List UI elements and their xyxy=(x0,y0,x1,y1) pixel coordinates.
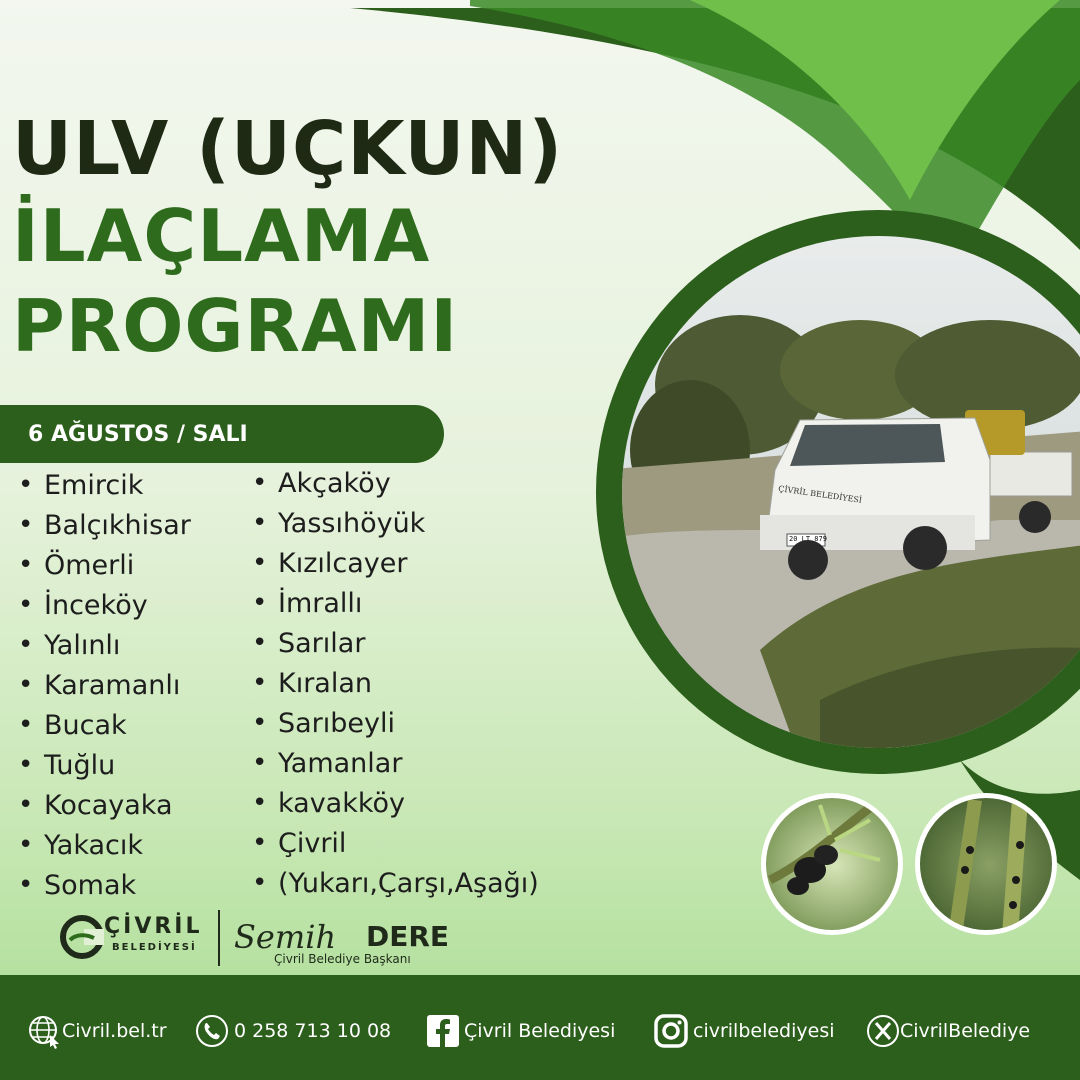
title-line-2: İLAÇLAMA xyxy=(12,194,431,278)
title-line-3: PROGRAMI xyxy=(12,284,459,368)
title-line-1: ULV (UÇKUN) xyxy=(12,106,564,192)
list-item: • Kıralan xyxy=(252,663,539,703)
footer-x[interactable] xyxy=(866,1013,1030,1049)
logo-subtext: BELEDİYESİ xyxy=(112,942,197,953)
logo-text: ÇİVRİL xyxy=(104,914,203,939)
list-item: • Somak xyxy=(18,865,191,905)
facebook-text: Çivril Belediyesi xyxy=(464,1020,616,1042)
globe-icon xyxy=(26,1013,62,1049)
list-item: • kavakköy xyxy=(252,783,539,823)
list-item: • Kocayaka xyxy=(18,785,191,825)
list-item: • (Yukarı,Çarşı,Aşağı) xyxy=(252,863,539,903)
list-item: • Emircik xyxy=(18,465,191,505)
list-item: • Yassıhöyük xyxy=(252,503,539,543)
list-item: • İmrallı xyxy=(252,583,539,623)
phone-icon xyxy=(194,1013,230,1049)
footer-instagram[interactable] xyxy=(654,1013,835,1049)
facebook-icon xyxy=(426,1014,460,1048)
logo-mark-icon xyxy=(60,912,104,962)
date-text: 6 AĞUSTOS / SALI xyxy=(28,421,248,447)
list-item: • Yalınlı xyxy=(18,625,191,665)
list-item: • Bucak xyxy=(18,705,191,745)
list-item: • Karamanlı xyxy=(18,665,191,705)
list-item: • Yamanlar xyxy=(252,743,539,783)
footer-phone[interactable] xyxy=(194,1013,391,1049)
list-item: • İnceköy xyxy=(18,585,191,625)
list-item: • Sarılar xyxy=(252,623,539,663)
list-item: • Balçıkhisar xyxy=(18,505,191,545)
website-text: Civril.bel.tr xyxy=(62,1020,167,1042)
instagram-text: civrilbelediyesi xyxy=(693,1020,835,1042)
list-item: • Ömerli xyxy=(18,545,191,585)
instagram-icon xyxy=(654,1014,688,1048)
village-list-right xyxy=(252,463,539,903)
phone-text: 0 258 713 10 08 xyxy=(234,1020,392,1042)
date-badge xyxy=(0,405,444,463)
list-item: • Yakacık xyxy=(18,825,191,865)
x-text: CivrilBelediye xyxy=(900,1020,1031,1042)
village-list-left xyxy=(18,465,191,905)
list-item: • Akçaköy xyxy=(252,463,539,503)
list-item: • Tuğlu xyxy=(18,745,191,785)
mayor-signature xyxy=(226,918,496,968)
mayor-last-name: DERE xyxy=(366,920,450,953)
footer-website[interactable] xyxy=(26,1013,167,1049)
logo-divider xyxy=(218,910,220,966)
truck-plate: 20 LT 879 xyxy=(789,535,827,543)
mayor-first-name: Semih xyxy=(234,918,337,956)
list-item: • Çivril xyxy=(252,823,539,863)
list-item: • Kızılcayer xyxy=(252,543,539,583)
truck-label: ÇİVRİL BELEDİYESİ xyxy=(777,484,863,505)
mayor-role: Çivril Belediye Başkanı xyxy=(274,952,411,966)
list-item: • Sarıbeyli xyxy=(252,703,539,743)
x-icon xyxy=(866,1014,900,1048)
municipality-logo xyxy=(60,912,210,962)
footer-facebook[interactable] xyxy=(426,1013,615,1049)
